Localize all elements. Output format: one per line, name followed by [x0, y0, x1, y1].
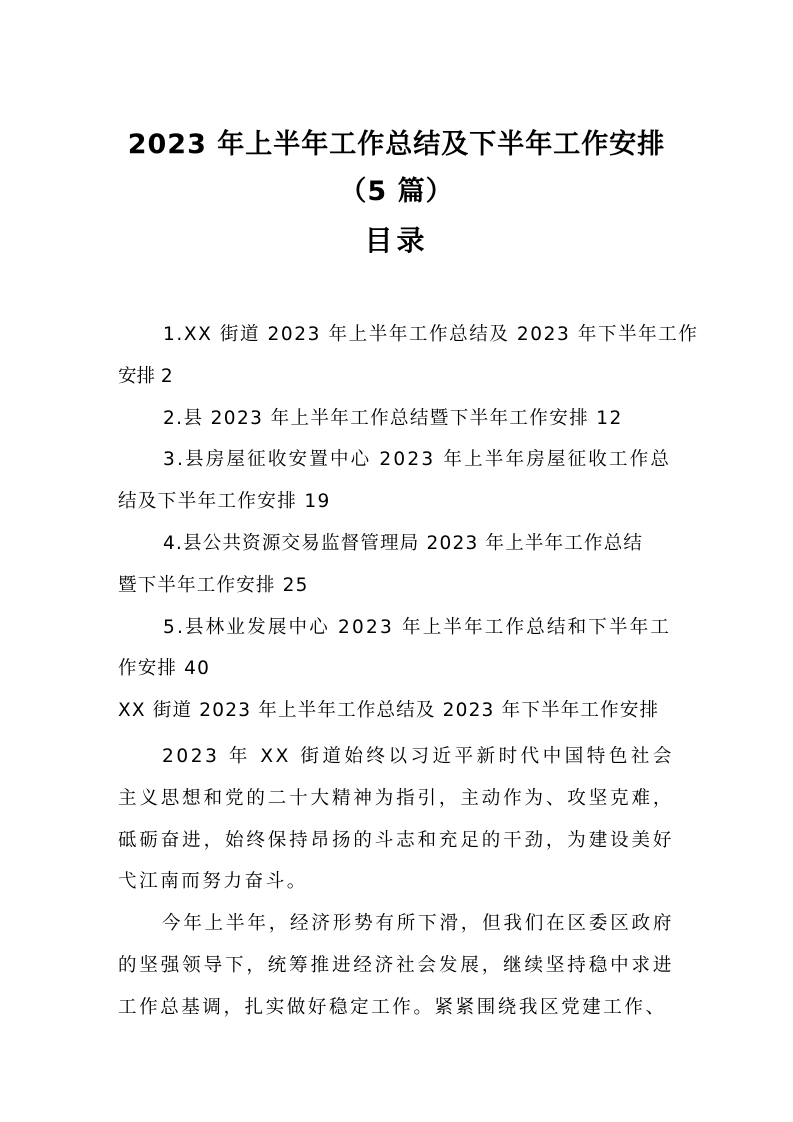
- toc-entry-4-line2[interactable]: 暨下半年工作安排 25: [118, 575, 309, 596]
- body-paragraph-1: 2023 年 XX 街道始终以习近平新时代中国特色社会主义思想和党的二十大精神为指引，主动作为、攻坚克难，砥砺奋进，始终保持昂扬的斗志和充足的干劲，为建设美好弋江南而努力奋斗。: [118, 746, 674, 893]
- toc-entry-3-line1[interactable]: 3.县房屋征收安置中心 2023 年上半年房屋征收工作总: [163, 449, 672, 470]
- body-paragraph-2: 今年上半年，经济形势有所下滑，但我们在区委区政府的坚强领导下，统筹推进经济社会发展，继续坚持稳中求进工作总基调，扎实做好稳定工作。紧紧围绕我区党建工作、: [118, 913, 674, 1018]
- toc-entry-1-line1[interactable]: 1.XX 街道 2023 年上半年工作总结及 2023 年下半年工作: [163, 324, 699, 345]
- toc-heading: 目录: [364, 224, 429, 257]
- document-subtitle: （5 篇）: [339, 176, 454, 207]
- toc-entry-3-line2[interactable]: 结及下半年工作安排 19: [118, 491, 331, 512]
- toc-entry-4-line1[interactable]: 4.县公共资源交易监督管理局 2023 年上半年工作总结: [163, 533, 644, 554]
- toc-entry-1-line2[interactable]: 安排 2: [118, 366, 173, 387]
- document-title: 2023 年上半年工作总结及下半年工作安排: [127, 129, 666, 160]
- toc-entry-5-line2[interactable]: 作安排 40: [118, 658, 211, 679]
- toc-entry-5-line1[interactable]: 5.县林业发展中心 2023 年上半年工作总结和下半年工: [163, 617, 672, 638]
- section-heading: XX 街道 2023 年上半年工作总结及 2023 年下半年工作安排: [118, 700, 660, 721]
- toc-entry-2[interactable]: 2.县 2023 年上半年工作总结暨下半年工作安排 12: [163, 408, 623, 429]
